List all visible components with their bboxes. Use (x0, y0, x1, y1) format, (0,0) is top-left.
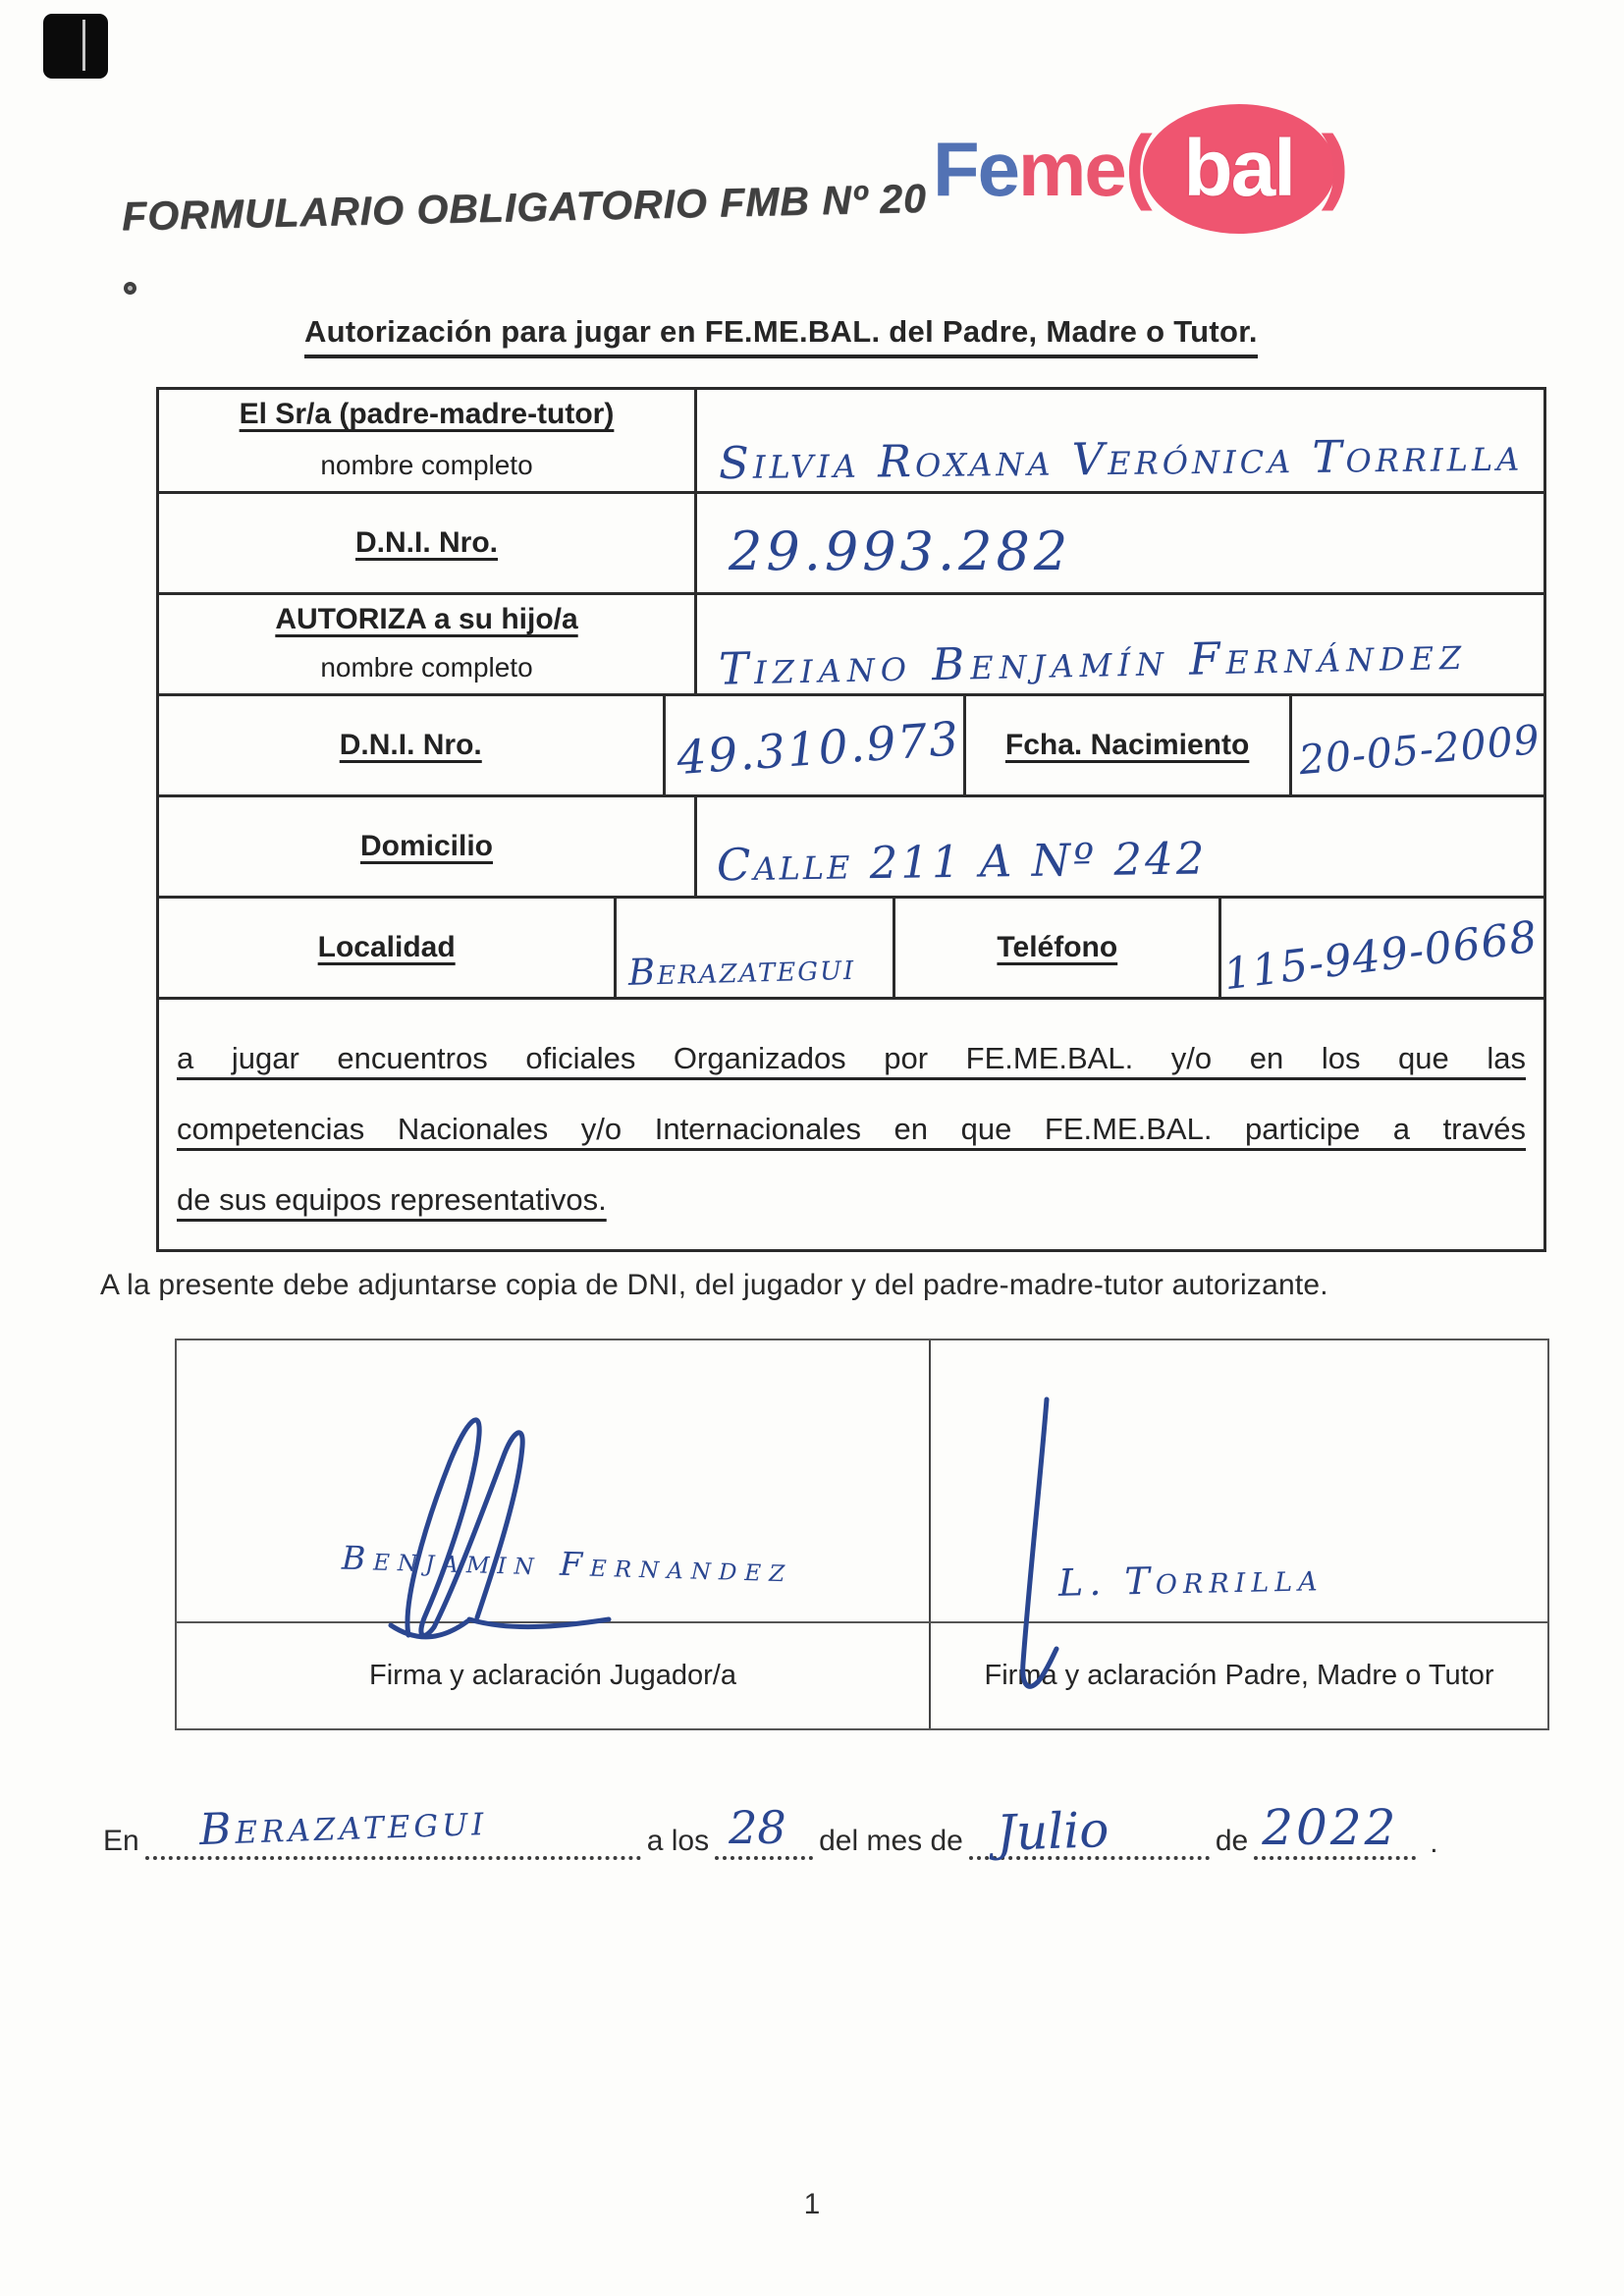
parent-sublabel: nombre completo (320, 450, 533, 480)
parent-label: El Sr/a (padre-madre-tutor) (239, 398, 615, 430)
phone-label: Teléfono (997, 931, 1118, 963)
tutor-signature-caption: Firma y aclaración Padre, Madre o Tutor (929, 1623, 1547, 1728)
tutor-signature-stroke (1001, 1395, 1119, 1700)
city-value-cell (614, 899, 893, 997)
date-de-label: de (1215, 1825, 1249, 1857)
logo-me-text: me (1018, 125, 1125, 212)
city-label: Localidad (317, 931, 456, 963)
table-row-child-name (159, 592, 1543, 693)
logo-ball-shape (1143, 104, 1335, 234)
signature-box (175, 1339, 1549, 1730)
player-signature-name: Benjamin Fernandez (341, 1538, 793, 1590)
handwritten-address: Calle 211 A Nº 242 (716, 832, 1208, 892)
femebal-logo (933, 104, 1347, 234)
birthdate-label-cell (963, 696, 1289, 794)
place-dotted-field (145, 1794, 641, 1860)
date-period: . (1430, 1827, 1438, 1859)
table-row-parent-dni (159, 491, 1543, 592)
section-heading: Autorización para jugar en FE.ME.BAL. del Padre, Madre o Tutor. (304, 314, 1258, 358)
bullet-dot (124, 282, 136, 295)
table-row-parent-name (159, 390, 1543, 491)
table-row-address (159, 794, 1543, 896)
child-dni-value-cell (663, 696, 963, 794)
phone-label-cell (893, 899, 1218, 997)
child-name-label-cell (159, 595, 694, 693)
address-label-cell (159, 797, 694, 896)
child-sublabel: nombre completo (320, 652, 533, 683)
table-row-clause (159, 997, 1543, 1249)
month-dotted-field (969, 1801, 1210, 1862)
address-label: Domicilio (359, 830, 493, 862)
tutor-signature-cell (929, 1340, 1547, 1621)
parent-name-value-cell (694, 390, 1543, 491)
parent-dni-label: D.N.I. Nro. (354, 526, 498, 559)
handwritten-day: 28 (729, 1801, 786, 1854)
player-signature-cell (177, 1340, 929, 1621)
parent-dni-value-cell (694, 494, 1543, 592)
parent-name-label-cell (159, 390, 694, 491)
handwritten-birthdate: 20-05-2009 (1296, 715, 1543, 785)
clause-line-2: competencias Nacionales y/o Internacionales en que FE.ME.BAL. participe a través (177, 1111, 1526, 1146)
authorization-table (156, 387, 1546, 1252)
handwritten-child-dni: 49.310.973 (675, 712, 962, 787)
handwritten-parent-dni: 29.993.282 (729, 520, 1072, 582)
date-en-label: En (103, 1825, 139, 1857)
logo-close-paren: ) (1321, 118, 1347, 211)
logo-bal-text: bal (1183, 124, 1294, 213)
logo-fe-text: Fe (933, 125, 1019, 212)
table-row-child-dni (159, 693, 1543, 794)
phone-value-cell (1218, 899, 1543, 1001)
form-title: FORMULARIO OBLIGATORIO FMB Nº 20 (121, 175, 928, 240)
city-label-cell (159, 899, 614, 997)
date-alos-label: a los (646, 1825, 710, 1857)
player-signature-stroke (352, 1411, 685, 1647)
scan-artifact-line (82, 20, 85, 71)
date-line (103, 1794, 1438, 1862)
parent-dni-label-cell (159, 494, 694, 592)
handwritten-child-name: Tiziano Benjamín Fernández (718, 627, 1468, 695)
handwritten-phone: 115-949-0668 (1220, 911, 1542, 1001)
birthdate-label: Fcha. Nacimiento (1004, 729, 1250, 761)
birthdate-value-cell (1289, 696, 1543, 794)
scan-artifact-square (43, 14, 108, 79)
child-dni-label: D.N.I. Nro. (339, 729, 482, 761)
handwritten-year: 2022 (1262, 1799, 1399, 1856)
player-signature-caption: Firma y aclaración Jugador/a (369, 1660, 736, 1691)
day-dotted-field (715, 1801, 813, 1860)
handwritten-month: Julio (995, 1801, 1110, 1862)
child-name-value-cell (694, 595, 1543, 693)
table-row-city-phone (159, 896, 1543, 1001)
clause-paragraph (177, 1023, 1526, 1235)
signature-row (177, 1340, 1547, 1621)
clause-line-3: de sus equipos representativos. (177, 1181, 607, 1217)
authorize-label: AUTORIZA a su hijo/a (275, 603, 578, 635)
page-number: 1 (803, 2188, 821, 2220)
handwritten-place: Berazategui (197, 1794, 488, 1856)
handwritten-parent-name: Silvia Roxana Verónica Torrilla (718, 428, 1524, 490)
tutor-signature-name: L. Torrilla (1057, 1556, 1324, 1605)
year-dotted-field (1254, 1799, 1416, 1860)
address-value-cell (694, 797, 1543, 896)
logo-open-paren: ( (1124, 118, 1151, 211)
attachment-note: A la presente debe adjuntarse copia de DNI, del jugador y del padre-madre-tutor autorizante. (100, 1269, 1328, 1301)
date-delmes-label: del mes de (819, 1825, 963, 1857)
child-dni-label-cell (159, 696, 663, 794)
handwritten-city: Berazategui (627, 945, 856, 994)
clause-line-1: a jugar encuentros oficiales Organizados por FE.ME.BAL. y/o en los que las (177, 1041, 1526, 1075)
